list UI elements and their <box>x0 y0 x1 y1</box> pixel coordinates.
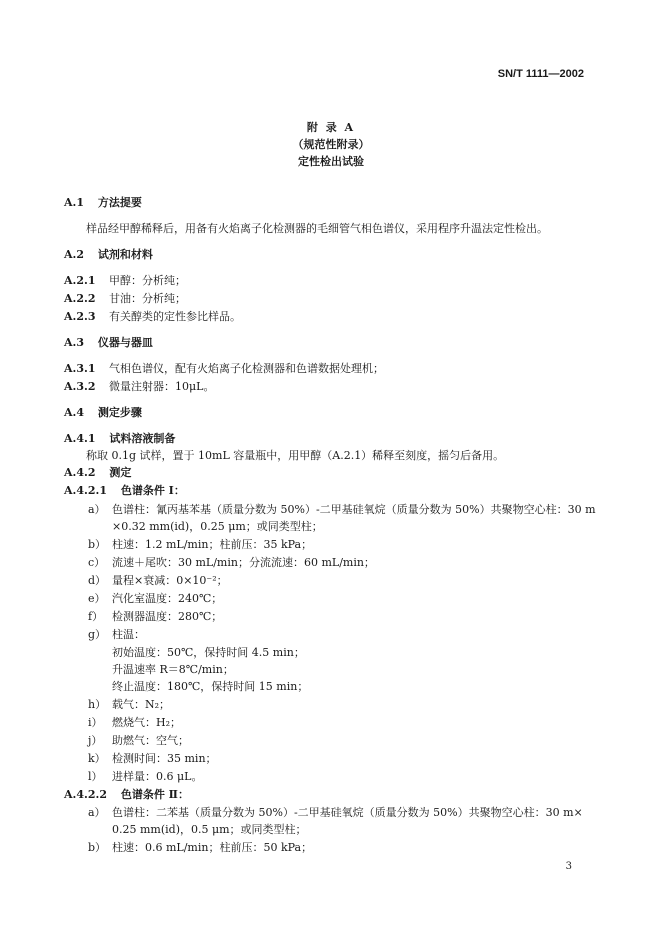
clause-a23 <box>64 310 241 324</box>
clause-a42-heading <box>64 466 131 480</box>
list-item-column: 色谱柱：二苯基（质量分数为 50%）-二甲基硅氧烷（质量分数为 50%）共聚物空心柱：30 m× <box>112 806 583 819</box>
list-marker-g: g） <box>88 628 107 641</box>
clause-number: A.4.2.1 <box>64 484 107 497</box>
clause-text: 气相色谱仪，配有火焰离子化检测器和色谱数据处理机； <box>109 362 385 375</box>
clause-number: A.4.1 <box>64 432 96 445</box>
clause-text: 微量注射器：10μL。 <box>109 380 215 393</box>
list-marker-a: a） <box>88 806 106 819</box>
clause-number: A.4.2.2 <box>64 788 107 801</box>
list-item-column: 色谱柱：氰丙基苯基（质量分数为 50%）-二甲基硅氧烷（质量分数为 50%）共聚物空心柱：30 m <box>112 503 596 516</box>
list-marker-f: f） <box>88 610 104 623</box>
document-code: SN/T 1111—2002 <box>497 68 584 80</box>
clause-a421-heading <box>64 484 185 498</box>
clause-text: 有关醇类的定性参比样品。 <box>109 310 242 323</box>
section-a3-heading <box>64 336 153 350</box>
section-number: A.1 <box>64 196 85 209</box>
section-a2-heading <box>64 248 153 262</box>
clause-number: A.2.1 <box>64 274 96 287</box>
list-marker-e: e） <box>88 592 106 605</box>
page-number: 3 <box>565 861 572 872</box>
list-item-column-temp: 柱温： <box>112 628 145 641</box>
section-a1-heading <box>64 196 142 210</box>
appendix-name: 定性检出试验 <box>298 155 364 168</box>
list-marker-l: l） <box>88 770 103 783</box>
clause-number: A.2.2 <box>64 292 96 305</box>
list-marker-j: j） <box>88 734 103 747</box>
section-title: 仪器与器皿 <box>97 336 153 349</box>
appendix-title: 附 录 A <box>306 121 356 134</box>
clause-title: 色谱条件 Ⅰ： <box>120 484 185 497</box>
list-marker-k: k） <box>88 752 106 765</box>
clause-number: A.3.2 <box>64 380 96 393</box>
list-marker-b: b） <box>88 841 107 854</box>
clause-title: 色谱条件 Ⅱ： <box>120 788 189 801</box>
list-item-support-gas: 助燃气：空气； <box>112 734 189 747</box>
list-item-fuel-gas: 燃烧气：H₂； <box>112 716 182 729</box>
section-title: 测定步骤 <box>97 406 142 419</box>
list-item-vaporizer-temp: 汽化室温度：240℃； <box>112 592 223 605</box>
list-marker-h: h） <box>88 698 107 711</box>
list-item-carrier-gas: 载气：N₂； <box>112 698 171 711</box>
section-a1-text: 样品经甲醇稀释后，用备有火焰离子化检测器的毛细管气相色谱仪，采用程序升温法定性检出。 <box>86 222 548 235</box>
list-marker-i: i） <box>88 716 103 729</box>
clause-a22 <box>64 292 186 306</box>
section-number: A.4 <box>64 406 85 419</box>
list-item-column-speed: 柱速：0.6 mL/min；柱前压：50 kPa； <box>112 841 313 854</box>
list-marker-c: c） <box>88 556 106 569</box>
clause-number: A.3.1 <box>64 362 96 375</box>
list-item-column-cont: ×0.32 mm(id)，0.25 μm；或同类型柱； <box>112 520 323 533</box>
list-item-detect-time: 检测时间：35 min； <box>112 752 217 765</box>
list-marker-b: b） <box>88 538 107 551</box>
clause-text: 甲醇：分析纯； <box>109 274 187 287</box>
section-number: A.3 <box>64 336 85 349</box>
section-number: A.2 <box>64 248 85 261</box>
clause-a32 <box>64 380 214 394</box>
list-item-column-speed: 柱速：1.2 mL/min；柱前压：35 kPa； <box>112 538 313 551</box>
clause-number: A.2.3 <box>64 310 96 323</box>
section-title: 试剂和材料 <box>97 248 153 261</box>
clause-a21 <box>64 274 186 288</box>
section-title: 方法提要 <box>97 196 142 209</box>
clause-number: A.4.2 <box>64 466 96 479</box>
list-marker-a: a） <box>88 503 106 516</box>
list-item-column-cont: 0.25 mm(id)，0.5 μm；或同类型柱； <box>112 823 307 836</box>
clause-title: 测定 <box>109 466 132 479</box>
clause-title: 试料溶液制备 <box>109 432 176 445</box>
section-a4-heading <box>64 406 142 420</box>
list-subitem-final-temp: 终止温度：180℃，保持时间 15 min； <box>112 680 309 693</box>
list-subitem-initial-temp: 初始温度：50℃，保持时间 4.5 min； <box>112 646 305 659</box>
clause-a41-text: 称取 0.1g 试样，置于 10mL 容量瓶中，用甲醇（A.2.1）稀释至刻度，摇匀后备用。 <box>86 449 505 462</box>
clause-text: 甘油：分析纯； <box>109 292 187 305</box>
list-subitem-ramp-rate: 升温速率 R＝8℃/min； <box>112 663 234 676</box>
list-marker-d: d） <box>88 574 107 587</box>
clause-a31 <box>64 362 384 376</box>
list-item-injection-volume: 进样量：0.6 μL。 <box>112 770 203 783</box>
list-item-range: 量程×衰减：0×10⁻²； <box>112 574 228 587</box>
clause-a422-heading <box>64 788 189 802</box>
list-item-detector-temp: 检测器温度：280℃； <box>112 610 223 623</box>
list-item-flow: 流速＋尾吹：30 mL/min；分流流速：60 mL/min； <box>112 556 375 569</box>
appendix-nature: （规范性附录） <box>292 138 370 151</box>
clause-a41-heading <box>64 432 175 446</box>
